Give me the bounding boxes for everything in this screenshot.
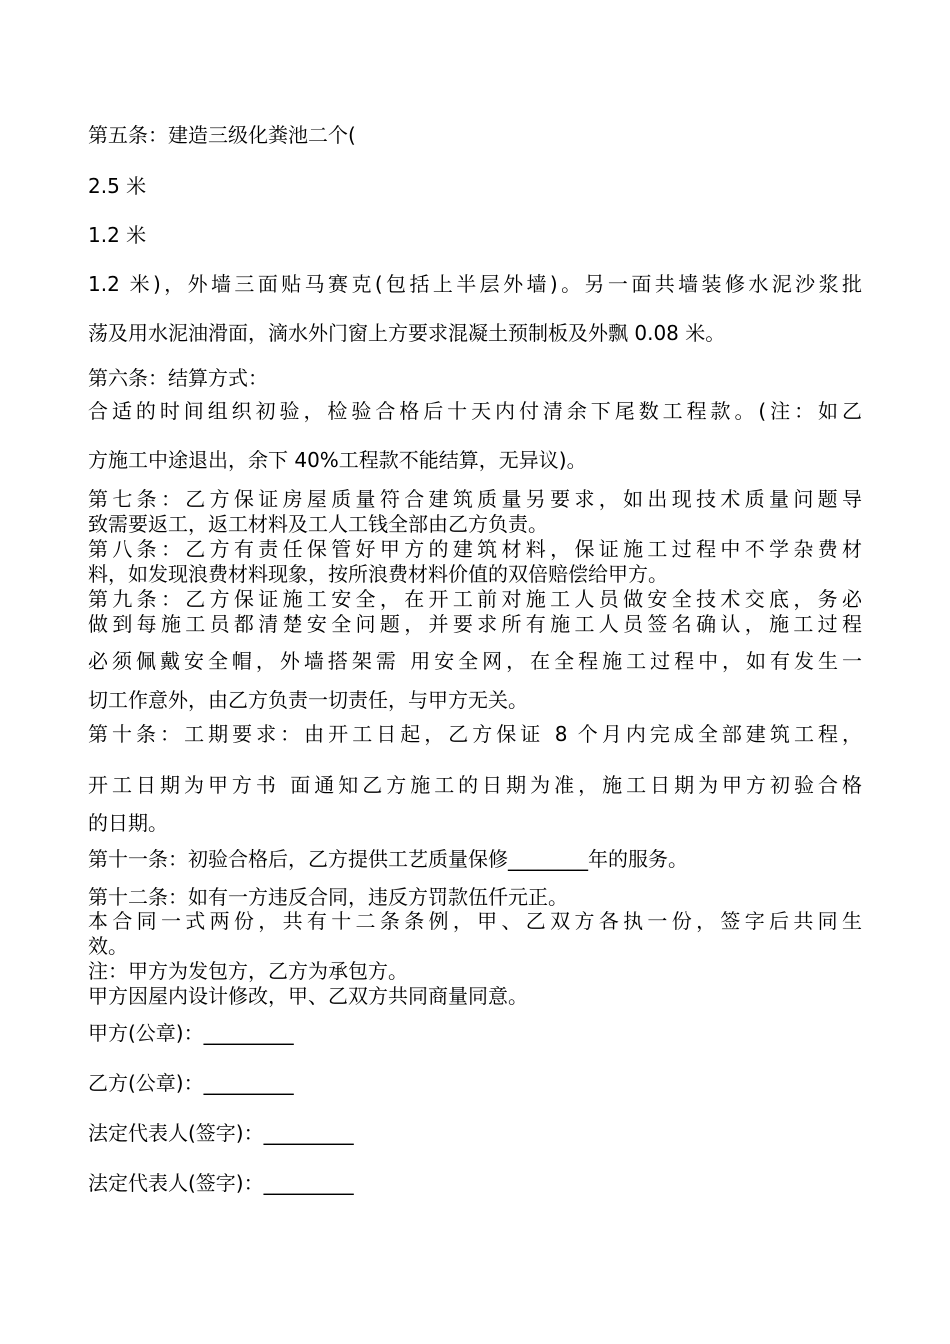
contract-copies-line-1: 本合同一式两份，共有十二条条例，甲、乙双方各执一份，签字后共同生 [88,909,862,933]
article-8-line-1: 第八条：乙方有责任保管好甲方的建筑材料，保证施工过程中不学杂费材 [88,537,862,561]
article-9-line-2: 做到每施工员都清楚安全问题，并要求所有施工人员签名确认，施工过程 [88,612,862,636]
contract-copies-line-2: 效。 [88,934,128,958]
party-a-seal: 甲方(公章)：_________ [88,1021,294,1045]
article-7-line-2: 致需要返工，返工材料及工人工钱全部由乙方负责。 [88,512,548,536]
article-5-line-2: 荡及用水泥油滑面，滴水外门窗上方要求混凝土预制板及外飘 0.08 米。 [88,321,726,345]
article-5-line-1: 1.2 米)，外墙三面贴马赛克(包括上半层外墙)。另一面共墙装修水泥沙浆批 [88,272,862,296]
article-10-line-1: 第十条：工期要求：由开工日起，乙方保证 8 个月内完成全部建筑工程， [88,722,862,746]
article-10-line-2: 开工日期为甲方书 面通知乙方施工的日期为准，施工日期为甲方初验合格 [88,773,862,797]
legal-rep-signature-2: 法定代表人(签字)：_________ [88,1171,354,1195]
article-12: 第十二条：如有一方违反合同，违反方罚款伍仟元正。 [88,885,568,909]
article-7-line-1: 第七条：乙方保证房屋质量符合建筑质量另要求，如出现技术质量问题导 [88,487,862,511]
dimension-width: 1.2 米 [88,223,147,247]
article-6-line-2: 方施工中途退出，余下 40%工程款不能结算，无异议)。 [88,448,587,472]
design-change-note: 甲方因屋内设计修改，甲、乙双方共同商量同意。 [88,984,528,1008]
article-5-title: 第五条：建造三级化粪池二个( [88,123,356,147]
article-9-line-4: 切工作意外，由乙方负责一切责任，与甲方无关。 [88,688,528,712]
article-11: 第十一条：初验合格后，乙方提供工艺质量保修________年的服务。 [88,847,688,871]
article-6-line-1: 合适的时间组织初验，检验合格后十天内付清余下尾数工程款。(注：如乙 [88,399,862,423]
dimension-length: 2.5 米 [88,174,147,198]
party-b-seal: 乙方(公章)：_________ [88,1071,294,1095]
article-9-line-1: 第九条：乙方保证施工安全，在开工前对施工人员做安全技术交底，务必 [88,587,862,611]
note-parties: 注：甲方为发包方，乙方为承包方。 [88,959,408,983]
article-10-line-3: 的日期。 [88,811,168,835]
article-9-line-3: 必须佩戴安全帽，外墙搭架需 用安全网，在全程施工过程中，如有发生一 [88,649,862,673]
legal-rep-signature-1: 法定代表人(签字)：_________ [88,1121,354,1145]
article-8-line-2: 料，如发现浪费材料现象，按所浪费材料价值的双倍赔偿给甲方。 [88,562,668,586]
article-6-title: 第六条：结算方式： [88,366,268,390]
